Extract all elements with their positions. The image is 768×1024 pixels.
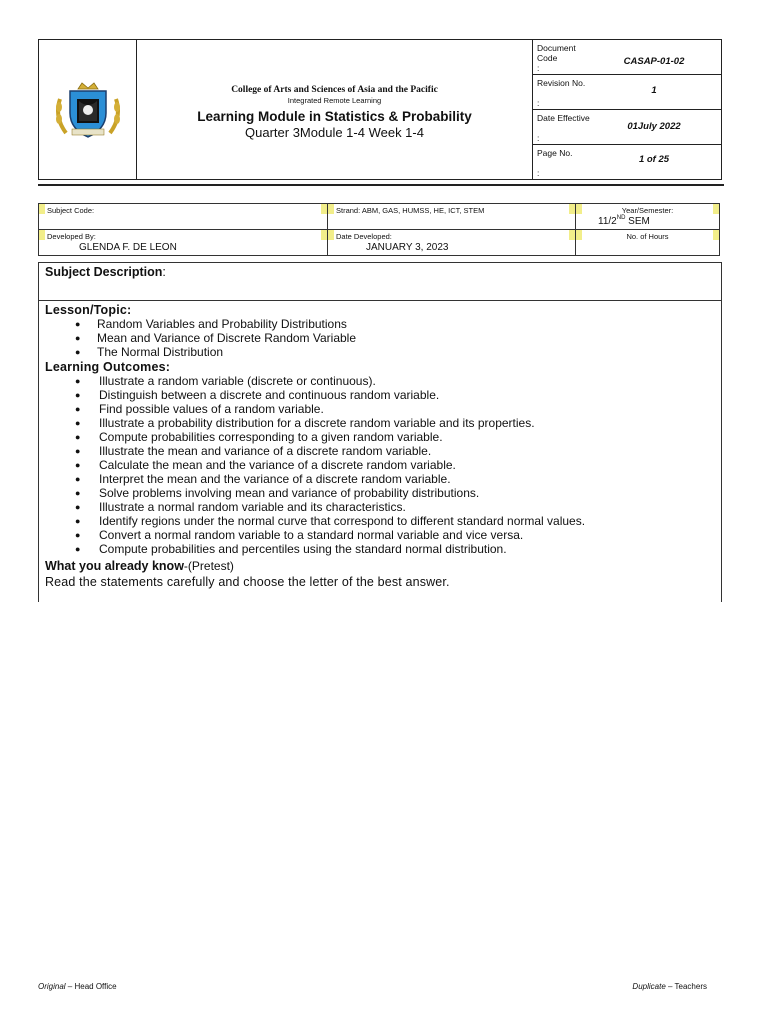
subject-description [39,263,721,301]
list-item: ● The Normal Distribution [45,345,715,359]
highlight-mark [328,204,334,214]
document-header [38,39,722,180]
year-value-prefix: 11/2 [598,216,617,227]
list-item: ● Illustrate a normal random variable and its characteristics. [45,500,715,514]
lesson-topic-section [39,301,721,589]
developed-by-label: Developed By: [47,232,96,241]
pretest-suffix: -(Pretest) [183,559,234,573]
meta-label: Document Code [537,43,576,63]
strand-cell [328,204,576,229]
highlight-mark [569,230,575,240]
hours-label: No. of Hours [626,232,669,241]
highlight-mark [39,230,45,240]
topic-list [45,317,715,359]
meta-page-no [533,145,721,179]
highlight-mark [321,230,327,240]
highlight-mark [569,204,575,214]
meta-date-effective [533,110,721,145]
list-item: ● Illustrate a random variable (discrete or continuous). [45,374,715,388]
list-item: ● Calculate the mean and the variance of a discrete random variable. [45,458,715,472]
footer-right-text: – Teachers [665,982,707,991]
meta-value: 1 of 25 [638,154,670,165]
footer-left-italic: Original [38,982,66,991]
list-item: ● Convert a normal random variable to a standard normal variable and vice versa. [45,528,715,542]
meta-colon: : [537,133,540,143]
footer-left [38,982,117,991]
college-name: College of Arts and Sciences of Asia and the Pacific [231,85,438,95]
meta-document-code [533,40,721,75]
info-row [39,204,719,230]
list-item: ● Distinguish between a discrete and continuous random variable. [45,388,715,402]
meta-label: Revision No. [537,78,586,88]
year-value-sup: ND [616,215,626,221]
learning-outcomes-heading: Learning Outcomes: [45,360,171,374]
subject-description-label: Subject Description [45,265,163,279]
footer-left-text: – Head Office [65,982,117,991]
list-item: ● Find possible values of a random variable. [45,402,715,416]
highlight-mark [576,204,582,214]
meta-colon: : [537,98,540,108]
meta-revision [533,75,721,110]
logo-cell [39,40,137,179]
strand-label: Strand: ABM, GAS, HUMSS, HE, ICT, STEM [336,206,485,215]
pretest-instruction: Read the statements carefully and choose the letter of the best answer. [45,575,450,589]
pretest-heading [45,559,715,573]
document-meta [533,40,721,179]
subject-code-cell [39,204,328,229]
footer-right [632,982,707,991]
list-item: ● Identify regions under the normal curve that correspond to different standard normal values. [45,514,715,528]
year-semester-value [598,216,650,227]
list-item: ● Solve problems involving mean and variance of probability distributions. [45,486,715,500]
program-name: Integrated Remote Learning [287,96,382,105]
meta-label: Date Effective [537,113,590,123]
pretest-label: What you already know [45,559,184,573]
highlight-mark [328,230,334,240]
module-title: Learning Module in Statistics & Probability [197,109,472,124]
subject-info-table [38,203,720,256]
list-item: ● Random Variables and Probability Distributions [45,317,715,331]
list-item: ● Compute probabilities and percentiles using the standard normal distribution. [45,542,715,556]
developed-by-cell [39,230,328,256]
header-divider [38,184,724,186]
subject-description-colon: : [162,265,166,279]
year-semester-cell [576,204,719,229]
subject-code-label: Subject Code: [47,206,95,215]
year-semester-label: Year/Semester: [621,206,674,215]
hours-cell [576,230,719,256]
meta-label: Page No. [537,148,573,158]
date-developed-cell [328,230,576,256]
highlight-mark [321,204,327,214]
highlight-mark [576,230,582,240]
info-row [39,230,719,256]
date-developed-value: JANUARY 3, 2023 [366,242,449,253]
meta-colon: : [537,168,540,178]
highlight-mark [713,230,719,240]
meta-colon: : [537,63,540,73]
footer-right-italic: Duplicate [632,982,666,991]
meta-value: 1 [651,85,657,96]
date-developed-label: Date Developed: [336,232,392,241]
highlight-mark [713,204,719,214]
outcome-list [45,374,715,556]
meta-value: 01July 2022 [627,121,681,132]
year-value-suffix: SEM [625,216,650,227]
module-content [38,262,722,602]
meta-value: CASAP-01-02 [623,56,685,67]
list-item: ● Compute probabilities corresponding to a given random variable. [45,430,715,444]
quarter-info: Quarter 3Module 1-4 Week 1-4 [245,125,424,140]
list-item: ● Illustrate a probability distribution for a discrete random variable and its properties. [45,416,715,430]
list-item: ● Illustrate the mean and variance of a discrete random variable. [45,444,715,458]
title-cell [137,40,533,179]
highlight-mark [39,204,45,214]
school-crest-logo [50,79,126,141]
developed-by-value: GLENDA F. DE LEON [79,242,177,253]
list-item: ● Interpret the mean and the variance of a discrete random variable. [45,472,715,486]
lesson-topic-heading: Lesson/Topic: [45,303,132,317]
list-item: ● Mean and Variance of Discrete Random Variable [45,331,715,345]
